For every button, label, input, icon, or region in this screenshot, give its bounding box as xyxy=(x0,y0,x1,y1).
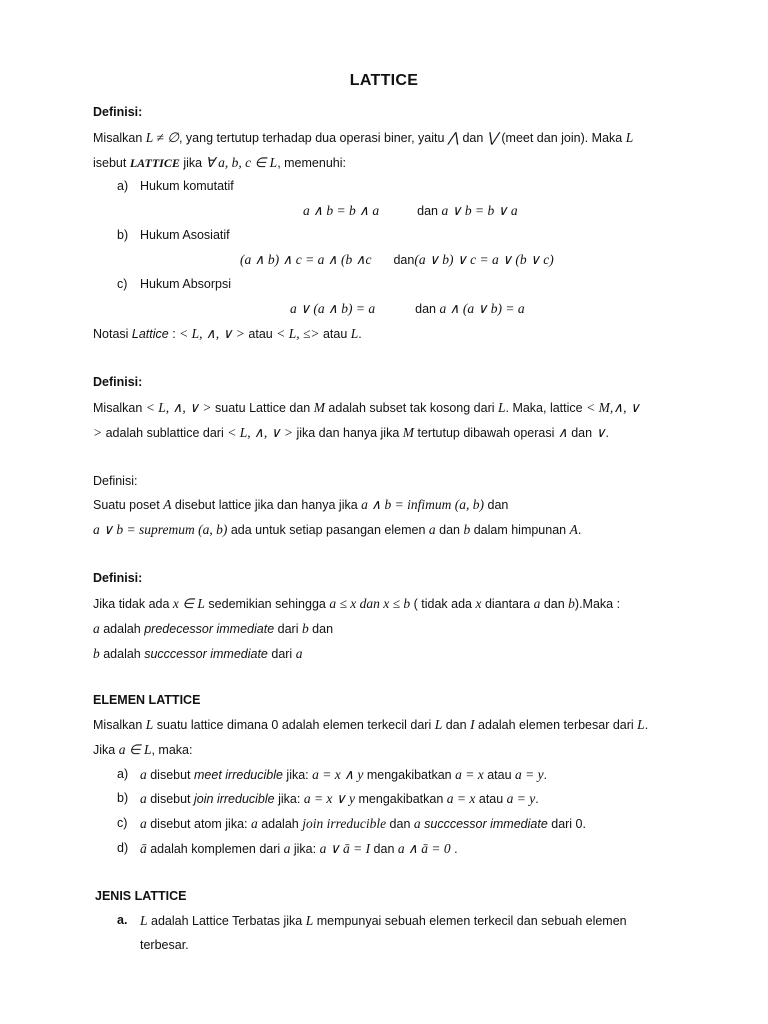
math: a ∧ b = b ∧ a xyxy=(303,203,380,218)
item-marker: d) xyxy=(117,841,129,855)
text: suatu lattice dimana 0 adalah elemen terkecil dari xyxy=(153,718,435,732)
math: < M,∧, ∨ xyxy=(586,400,640,415)
math: ∨ xyxy=(595,425,606,440)
text: (meet dan join). Maka xyxy=(497,131,626,145)
text: Lattice xyxy=(131,327,169,341)
law-label: Hukum Absorpsi xyxy=(140,277,232,291)
notation-line xyxy=(93,326,362,342)
math: a xyxy=(93,621,100,636)
s3-line-2 xyxy=(93,522,581,538)
math: (a ∧ b) ∧ c = a ∧ (b ∧c xyxy=(240,252,372,267)
s1-line-1 xyxy=(93,130,633,146)
definition-heading-3: Definisi: xyxy=(93,474,138,488)
math: a xyxy=(140,791,147,806)
item-join-irreducible xyxy=(140,791,539,807)
math: a xyxy=(413,816,421,831)
text: succcessor immediate xyxy=(420,817,548,831)
math: x ∈ L xyxy=(172,596,205,611)
text: . Maka, lattice xyxy=(505,401,587,415)
text: Notasi xyxy=(93,327,132,341)
text: ( tidak ada xyxy=(410,597,476,611)
text: dan xyxy=(370,842,398,856)
s3-line-1 xyxy=(93,497,508,513)
math: a = x ∧ y xyxy=(312,767,364,782)
text: : xyxy=(168,327,180,341)
text: dan xyxy=(484,498,509,512)
math: < L, ∧, ∨ > xyxy=(227,425,293,440)
math: a xyxy=(533,596,541,611)
text: sedemikian sehingga xyxy=(204,597,330,611)
math: LATTICE xyxy=(129,156,180,170)
text: jika: xyxy=(290,842,320,856)
math: join irreducible xyxy=(302,816,387,831)
text: adalah komplemen dari xyxy=(146,842,284,856)
s6-line-2: terbesar. xyxy=(140,938,189,952)
text: . xyxy=(605,426,609,440)
text: dan xyxy=(393,253,415,267)
text: adalah xyxy=(99,647,145,661)
text: , yang tertutup terhadap dua operasi biner, yaitu xyxy=(178,131,448,145)
text: adalah xyxy=(99,622,145,636)
math: L xyxy=(305,913,314,928)
math: < L, ∧, ∨ > xyxy=(179,326,245,341)
text: adalah Lattice Terbatas jika xyxy=(147,914,306,928)
text: dan xyxy=(308,622,334,636)
text: , maka: xyxy=(151,743,193,757)
text: suatu Lattice dan xyxy=(211,401,314,415)
text: join irreducible xyxy=(194,792,275,806)
text: dan xyxy=(386,817,414,831)
s2-line-2 xyxy=(93,425,609,441)
text: jika xyxy=(179,156,206,170)
math: L xyxy=(637,717,645,732)
math: L xyxy=(497,400,506,415)
math: a ∨ b = b ∨ a xyxy=(441,203,518,218)
text: atau xyxy=(475,792,507,806)
math: a ∧ (a ∨ b) = a xyxy=(439,301,525,316)
math: a = x xyxy=(446,791,476,806)
math: b xyxy=(301,621,309,636)
text: , memenuhi: xyxy=(277,156,346,170)
math: a ∨ ā = I xyxy=(319,841,371,856)
math: a ∨ (a ∧ b) = a xyxy=(290,301,376,316)
s6-line-1 xyxy=(140,913,627,929)
item-marker: c) xyxy=(117,816,128,830)
math: > xyxy=(93,425,103,440)
math: a xyxy=(250,816,258,831)
text: adalah elemen terbesar dari xyxy=(474,718,638,732)
math: b xyxy=(568,596,575,611)
math: a ∨ b = supremum (a, b) xyxy=(93,522,228,537)
math: a xyxy=(283,841,291,856)
math: L ≠ ∅ xyxy=(145,130,179,145)
text: succcessor immediate xyxy=(144,647,268,661)
math: a = x xyxy=(455,767,484,782)
text: predecessor immediate xyxy=(144,622,275,636)
math: A xyxy=(569,522,578,537)
text: dan xyxy=(435,523,464,537)
math: a ≤ x dan x ≤ b xyxy=(329,596,411,611)
text: dan xyxy=(540,597,569,611)
math: a ∧ b = infimum (a, b) xyxy=(361,497,485,512)
math: M xyxy=(402,425,415,440)
math: x xyxy=(475,596,482,611)
item-atom xyxy=(140,816,586,832)
math: ∧ xyxy=(557,425,568,440)
item-marker: a) xyxy=(117,767,129,781)
law-formula xyxy=(290,301,525,317)
text: disebut xyxy=(146,792,195,806)
math: ⋁ xyxy=(486,130,498,145)
text: adalah sublattice dari xyxy=(102,426,228,440)
math: (a ∨ b) ∨ c = a ∨ (b ∨ c) xyxy=(414,252,554,267)
item-meet-irreducible xyxy=(140,767,547,783)
item-marker: b) xyxy=(117,228,129,242)
text: . xyxy=(543,768,548,782)
section-heading-jenis: JENIS LATTICE xyxy=(95,889,187,903)
s4-line-2 xyxy=(93,621,333,637)
text: Suatu poset xyxy=(93,498,164,512)
text: dari xyxy=(267,647,296,661)
text: atau xyxy=(319,327,351,341)
definition-heading-1: Definisi: xyxy=(93,105,143,119)
text: Misalkan xyxy=(93,401,146,415)
text: jika: xyxy=(274,792,304,806)
item-marker: a) xyxy=(117,179,129,193)
s1-line-2 xyxy=(93,155,346,171)
text: dan xyxy=(415,302,436,316)
text: atau xyxy=(244,327,277,341)
item-marker: b) xyxy=(117,791,129,805)
math: a xyxy=(295,646,303,661)
math: ā xyxy=(140,841,147,856)
text: . xyxy=(644,718,649,732)
math: a ∈ L xyxy=(118,742,152,757)
text: mempunyai sebuah elemen terkecil dan sebuah elemen xyxy=(313,914,627,928)
math: L xyxy=(625,130,634,145)
math: I xyxy=(470,717,475,732)
text: ada untuk setiap pasangan elemen xyxy=(227,523,429,537)
s5-line-1 xyxy=(93,717,648,733)
text: . xyxy=(535,792,539,806)
math: < L, ∧, ∨ > xyxy=(145,400,212,415)
text: dari xyxy=(274,622,302,636)
text: tertutup dibawah operasi xyxy=(414,426,558,440)
math: L xyxy=(140,913,148,928)
text: dan xyxy=(459,131,487,145)
text: Jika tidak ada xyxy=(93,597,173,611)
text: . xyxy=(358,327,362,341)
text: jika dan hanya jika xyxy=(292,426,403,440)
math: A xyxy=(163,497,172,512)
text: diantara xyxy=(481,597,534,611)
section-heading-elemen: ELEMEN LATTICE xyxy=(93,693,201,707)
item-marker: a. xyxy=(117,913,128,927)
definition-heading-4: Definisi: xyxy=(93,571,143,585)
text: . xyxy=(577,523,582,537)
text: disebut lattice jika dan hanya jika xyxy=(171,498,362,512)
text: ).Maka : xyxy=(574,597,621,611)
math: L xyxy=(145,717,154,732)
item-marker: c) xyxy=(117,277,128,291)
math: < L, ≤> xyxy=(276,326,320,341)
text: disebut xyxy=(146,768,195,782)
math: L xyxy=(350,326,359,341)
text: . xyxy=(450,842,458,856)
math: ⋀ xyxy=(447,130,459,145)
s4-line-1 xyxy=(93,596,620,612)
math: a xyxy=(140,767,147,782)
text: mengakibatkan xyxy=(363,768,456,782)
math: a = y xyxy=(515,767,544,782)
text: adalah xyxy=(257,817,303,831)
math: L xyxy=(434,717,443,732)
s5-line-2 xyxy=(93,742,192,758)
law-formula xyxy=(303,203,518,219)
text: dalam himpunan xyxy=(470,523,570,537)
text: jika: xyxy=(282,768,313,782)
math: a xyxy=(428,522,436,537)
text: atau xyxy=(483,768,515,782)
law-label: Hukum Asosiatif xyxy=(140,228,230,242)
text: mengakibatkan xyxy=(355,792,447,806)
item-komplemen xyxy=(140,841,458,857)
text: dan xyxy=(417,204,438,218)
text: meet irreducible xyxy=(194,768,283,782)
text: disebut atom jika: xyxy=(146,817,251,831)
math: ∀ a, b, c ∈ L xyxy=(205,155,278,170)
text: dan xyxy=(567,426,596,440)
text: Jika xyxy=(93,743,119,757)
math: M xyxy=(313,400,325,415)
math: b xyxy=(463,522,471,537)
law-formula xyxy=(240,252,554,268)
math: b xyxy=(93,646,100,661)
math: a xyxy=(140,816,147,831)
s4-line-3 xyxy=(93,646,302,662)
text: adalah subset tak kosong dari xyxy=(324,401,498,415)
math: a = x ∨ y xyxy=(303,791,356,806)
page-title: LATTICE xyxy=(349,72,419,89)
text: Misalkan xyxy=(93,131,146,145)
text: Misalkan xyxy=(93,718,146,732)
definition-heading-2: Definisi: xyxy=(93,375,143,389)
law-label: Hukum komutatif xyxy=(140,179,234,193)
text: isebut xyxy=(93,156,130,170)
math: a = y xyxy=(506,791,536,806)
text: dari 0. xyxy=(547,817,586,831)
math: a ∧ ā = 0 xyxy=(397,841,451,856)
s2-line-1 xyxy=(93,400,640,416)
text: dan xyxy=(442,718,471,732)
